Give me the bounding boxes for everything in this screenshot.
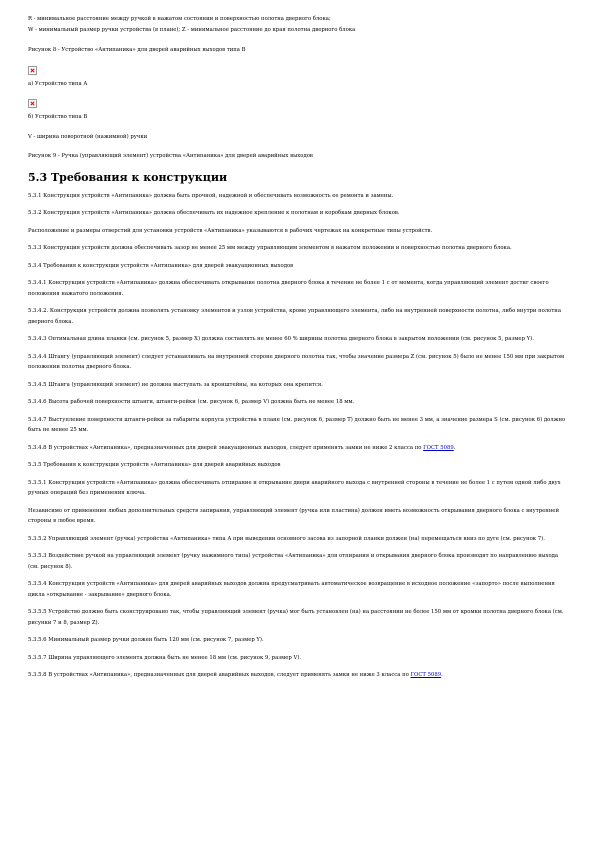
gost-5089-link[interactable]: ГОСТ 5089	[410, 672, 442, 678]
paragraph-5-3-5-5: 5.3.5.5 Устройство должно быть сконструировано так, чтобы управляющий элемент (ручка) мог быть установлен (на) на расстоянии не более 150 мм от кромки полотна дверного блока (см. рисунки 7 и 8, размер Z).	[28, 609, 564, 626]
paragraph-5-3-4-3: 5.3.4.3 Оптимальная длина планки (см. рисунок 5, размер X) должна составлять не менее 60 % ширины полотна дверного блока в закрытом положении (см. рисунок 5, размер Y).	[28, 336, 534, 342]
period: .	[441, 672, 443, 678]
figure-8-caption: Рисунок 8 - Устройство «Антипаника» для дверей аварийных выходов типа B	[28, 47, 246, 53]
document-page	[28, 14, 568, 681]
section-heading: 5.3 Требования к конструкции	[28, 170, 228, 184]
paragraph-5-3-5-2: 5.3.5.2 Управляющий элемент (ручка) устройства «Антипаника» типа А при выведении основного засова из запорной планки должен (на) перемещаться вниз по дуге (см. рисунок 7).	[28, 535, 545, 542]
paragraph-5-3-5-6: 5.3.5.6 Минимальный размер ручки должен быть 120 мм (см. рисунок 7, размер Y).	[28, 637, 264, 643]
paragraph-5-3-4-1: 5.3.4.1 Конструкция устройств «Антипаника» должна обеспечивать открывание полотна дверного блока в течение не более 1 с от момента, когда управляющий элемент достиг своего положения нажатого положения.	[28, 280, 549, 297]
paragraph-5-3-5-1-b: Независимо от применения любых дополнительных средств запирания, управляющий элемент (ручка или пластина) должен иметь возможность открывания дверного блока с внутренней стороны в любое время.	[28, 507, 559, 524]
broken-image-icon	[28, 66, 37, 75]
paragraph-5-3-5-3: 5.3.5.3 Воздействие ручкой на управляющий элемент (ручку нажимного типа) устройства «Антипаника» для отпирания и открывания дверного блока производят по направлению выхода (см. рисунок 8).	[28, 553, 559, 570]
paragraph-5-3-4: 5.3.4 Требования к конструкции устройств «Антипаника» для дверей эвакуационных выходов	[28, 262, 294, 269]
paragraph-5-3-5-1: 5.3.5.1 Конструкция устройств «Антипаника» должна обеспечивать отпирание и открывание двери аварийного выхода с внутренней стороны в течение не более 1 с путем одной либо двух ручных операций без применения ключа.	[28, 479, 561, 496]
paragraph-5-3-4-5: 5.3.4.5 Штанга (управляющий элемент) не должна выступать за кронштейны, на которых она крепится.	[28, 381, 323, 388]
paragraph-text: 5.3.4.8 В устройствах «Антипаника», предназначенных для дверей эвакуационных выходов, следует применять замки не ниже 2 класса по	[28, 444, 422, 451]
v-note: V - ширина поворотной (нажимной) ручки	[28, 133, 148, 140]
paragraph-text: 5.3.5.8 В устройствах «Антипаника», предназначенных для дверей аварийных выходов, следует применять замки не ниже 3 класса по	[28, 672, 409, 678]
paragraph-5-3-5-7: 5.3.5.7 Ширина управляющего элемента должна быть не менее 18 мм (см. рисунок 9, размер V).	[28, 654, 302, 661]
device-a-label: а) Устройство типа А	[28, 80, 88, 87]
paragraph-5-3-5-4: 5.3.5.4 Конструкция устройств «Антипаника» для дверей аварийных выходов должна предусматривать автоматическое возвращение в исходное положение «запорто» после выполнения цикла «открывание - закрывание» дверного блока.	[28, 581, 555, 598]
paragraph-5-3-4-4: 5.3.4.4 Штангу (управляющий элемент) следует устанавливать на внутренней стороне дверного полотна так, чтобы значение размера Z (см. рисунок 5) было не менее 150 мм при закрытом положении полотна дверного блока.	[28, 353, 565, 370]
paragraph-5-3-4-2: 5.3.4.2. Конструкция устройств должна позволять установку элементов и узлов устройства, кроме управляющего элемента, либо на внутренней поверхности полотна, либо внутри полотна дверного блока.	[28, 308, 561, 325]
device-b-label: б) Устройство типа В	[28, 114, 88, 120]
paragraph-5-3-1: 5.3.1 Конструкция устройств «Антипаника» должна быть прочной, надежной и обеспечивать возможность ее ремонта и замены.	[28, 192, 394, 199]
broken-image-icon	[28, 99, 37, 108]
paragraph-5-3-3: 5.3.3 Конструкция устройств должна обеспечивать зазор не менее 25 мм между управляющим элементом в нажатом положении и поверхностью полотна дверного блока.	[28, 245, 512, 251]
gost-5089-link[interactable]: ГОСТ 5089	[423, 444, 454, 451]
paragraph-5-3-4-7: 5.3.4.7 Выступление поверхности штанги-рейки за габариты корпуса устройства в плане (см. рисунок 6, размер T) должно быть не менее 3 мм, а значение размера S (см. рисунок 6) должно быть не менее 25 мм.	[28, 416, 566, 433]
paragraph-5-3-5-8	[28, 670, 568, 681]
period: .	[453, 444, 456, 451]
legend-line-2: W - минимальный размер ручки устройства (в плане); Z - минимальное расстояние до края полотна дверного блока	[28, 26, 356, 33]
paragraph-5-3-4-8	[28, 443, 568, 454]
legend-line-1: R - минимальное расстояние между ручкой в нажатом состоянии и поверхностью полотна дверного блока;	[28, 16, 331, 22]
paragraph-5-3-4-6: 5.3.4.6 Высота рабочей поверхности штанги, штанги-рейки (см. рисунок 6, размер V) должна быть не менее 18 мм.	[28, 399, 355, 405]
paragraph-5-3-2-b: Расположение и размеры отверстий для установки устройств «Антипаника» указываются в рабочих чертежах на конкретные типы устройств.	[28, 227, 433, 234]
paragraph-5-3-2: 5.3.2 Конструкция устройств «Антипаника» должна обеспечивать их надежное крепление к полотнам и коробкам дверных блоков.	[28, 210, 400, 216]
figure-9-caption: Рисунок 9 - Ручка (управляющий элемент) устройства «Антипаника» для дверей аварийных выходов	[28, 153, 313, 159]
paragraph-5-3-5: 5.3.5 Требования к конструкции устройств «Антипаника» для дверей аварийных выходов	[28, 462, 281, 468]
